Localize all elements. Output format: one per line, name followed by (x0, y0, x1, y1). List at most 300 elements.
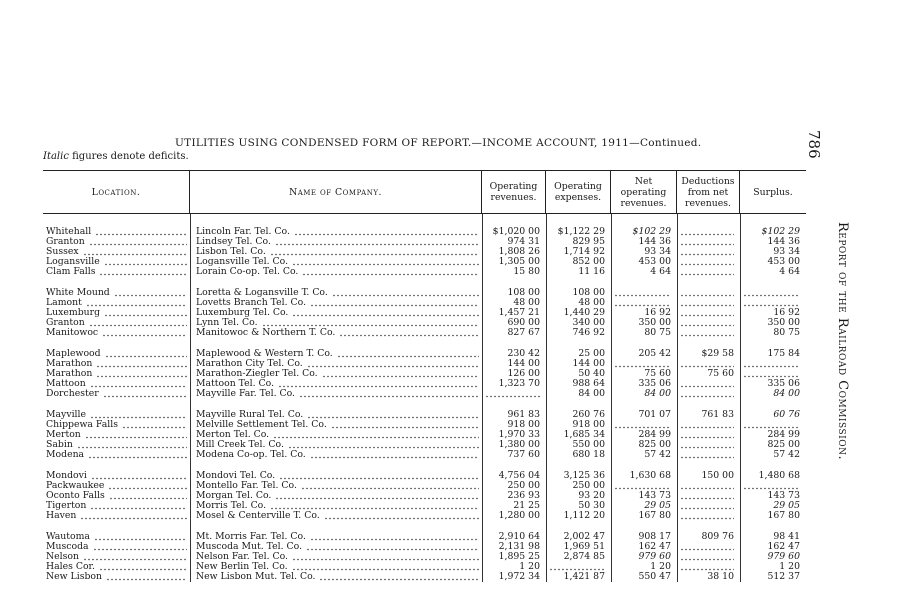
deductions-cell (677, 328, 740, 338)
location-cell (43, 237, 190, 247)
company-name-cell (190, 389, 482, 399)
location-cell (43, 349, 190, 359)
net-operating-revenues-cell: 167 80 (638, 511, 671, 521)
company-name-cell (190, 532, 482, 542)
company-name-cell-text: Melville Settlement Tel. Co. (196, 420, 327, 430)
dot-leader (273, 430, 479, 440)
company-name-cell-text: Mayville Rural Tel. Co. (196, 410, 304, 420)
company-name-cell-text: Maplewood & Western T. Co. (196, 349, 333, 359)
table-row (43, 410, 806, 420)
company-name-cell (190, 318, 482, 328)
empty-leader (680, 450, 734, 460)
operating-revenues-cell: 230 42 (507, 349, 540, 359)
deficit-note (43, 151, 189, 162)
row-group (43, 471, 806, 521)
location-cell-text: Maplewood (46, 349, 101, 359)
operating-revenues-cell: 250 00 (507, 481, 540, 491)
location-cell-text: Marathon (46, 369, 93, 379)
company-name-cell-text: Lincoln Far. Tel. Co. (196, 227, 290, 237)
operating-expenses-cell: 852 00 (572, 257, 605, 267)
location-cell-text: Nelson (46, 552, 79, 562)
operating-expenses-cell: 1,440 29 (563, 308, 605, 318)
deductions-cell (677, 257, 740, 267)
company-name-cell (190, 369, 482, 379)
operating-expenses-cell: 550 00 (572, 440, 605, 450)
location-cell (43, 481, 190, 491)
empty-leader (680, 247, 734, 257)
company-name-cell-text: Muscoda Mut. Tel. Co. (196, 542, 303, 552)
location-cell (43, 379, 190, 389)
location-cell-text: Modena (46, 450, 85, 460)
operating-revenues-cell: 1,280 00 (498, 511, 540, 521)
dot-leader (94, 532, 187, 542)
company-name-cell (190, 349, 482, 359)
company-name-cell (190, 450, 482, 460)
dot-leader (306, 542, 479, 552)
dot-leader (319, 572, 479, 582)
dot-leader (299, 389, 479, 399)
location-cell-text: Whitehall (46, 227, 92, 237)
location-cell-text: Lamont (46, 298, 82, 308)
row-group (43, 349, 806, 399)
deductions-cell (677, 562, 740, 572)
company-name-cell-text: Morris Tel. Co. (196, 501, 267, 511)
operating-expenses-cell: $1,122 29 (557, 227, 605, 237)
operating-expenses-cell (546, 562, 611, 572)
operating-expenses-cell: 1,714 92 (563, 247, 605, 257)
operating-expenses-cell: 918 00 (572, 420, 605, 430)
table-row (43, 237, 806, 247)
company-name-cell-text: Lorain Co-op. Tel. Co. (196, 267, 299, 277)
operating-expenses-cell: 25 00 (578, 349, 605, 359)
company-name-cell-text: Mosel & Centerville T. Co. (196, 511, 320, 521)
location-cell (43, 491, 190, 501)
table-row (43, 572, 806, 582)
company-name-cell (190, 267, 482, 277)
company-name-cell (190, 247, 482, 257)
empty-leader (680, 379, 734, 389)
dot-leader (90, 501, 187, 511)
company-name-cell (190, 420, 482, 430)
empty-leader (743, 420, 800, 430)
location-cell (43, 572, 190, 582)
location-cell (43, 420, 190, 430)
net-operating-revenues-cell: 453 00 (638, 257, 671, 267)
location-cell (43, 369, 190, 379)
dot-leader (307, 410, 479, 420)
empty-leader (485, 389, 540, 399)
dot-leader (77, 440, 187, 450)
empty-leader (743, 359, 800, 369)
table-row (43, 267, 806, 277)
dot-leader (275, 237, 479, 247)
table-row (43, 328, 806, 338)
company-name-cell (190, 257, 482, 267)
dot-leader (292, 257, 479, 267)
dot-leader (302, 267, 479, 277)
location-cell-text: Merton (46, 430, 81, 440)
net-operating-revenues-cell (611, 359, 677, 369)
company-name-cell-text: New Berlin Tel. Co. (196, 562, 288, 572)
empty-leader (680, 542, 734, 552)
net-operating-revenues-cell: 93 34 (644, 247, 671, 257)
dot-leader (324, 511, 479, 521)
table-row (43, 471, 806, 481)
surplus-cell: 57 42 (773, 450, 800, 460)
deductions-cell (677, 552, 740, 562)
dot-leader (89, 318, 187, 328)
location-cell (43, 359, 190, 369)
company-name-cell-text: Modena Co-op. Tel. Co. (196, 450, 306, 460)
company-name-cell (190, 440, 482, 450)
operating-revenues-cell: 15 80 (513, 267, 540, 277)
deductions-cell (677, 247, 740, 257)
empty-leader (743, 481, 800, 491)
operating-expenses-cell: 340 00 (572, 318, 605, 328)
location-cell (43, 298, 190, 308)
page-number: 786 (805, 130, 823, 159)
table-row (43, 501, 806, 511)
company-name-cell (190, 227, 482, 237)
company-name-cell-text: Nelson Far. Tel. Co. (196, 552, 288, 562)
surplus-cell: 350 00 (767, 318, 800, 328)
operating-revenues-cell: 827 67 (507, 328, 540, 338)
deductions-cell (677, 318, 740, 328)
operating-revenues-cell: 1,323 70 (498, 379, 540, 389)
dot-leader (105, 349, 187, 359)
deductions-cell: 761 83 (701, 410, 734, 420)
table-row (43, 562, 806, 572)
empty-leader (549, 562, 605, 572)
company-name-cell (190, 237, 482, 247)
header-deductions: Deductions from net revenues. (677, 171, 740, 213)
location-cell-text: Haven (46, 511, 77, 521)
location-cell (43, 227, 190, 237)
empty-leader (680, 288, 734, 298)
location-cell (43, 430, 190, 440)
company-name-cell (190, 542, 482, 552)
dot-leader (294, 227, 479, 237)
empty-leader (680, 328, 734, 338)
surplus-cell: 1,480 68 (758, 471, 800, 481)
operating-expenses-cell: 1,421 87 (563, 572, 605, 582)
location-cell (43, 562, 190, 572)
surplus-cell: 453 00 (767, 257, 800, 267)
surplus-cell: 1 20 (779, 562, 800, 572)
operating-revenues-cell: $1,020 00 (492, 227, 540, 237)
location-cell (43, 501, 190, 511)
operating-revenues-cell: 48 00 (513, 298, 540, 308)
location-cell-text: Logansville (46, 257, 100, 267)
header-company-name: Name of Company. (190, 171, 482, 213)
dot-leader (307, 359, 479, 369)
table-row (43, 298, 806, 308)
dot-leader (103, 389, 187, 399)
location-cell (43, 328, 190, 338)
table-body (43, 214, 806, 582)
empty-leader (680, 420, 734, 430)
surplus-cell: 29 05 (773, 501, 800, 511)
table-header (43, 170, 806, 214)
operating-expenses-cell: 108 00 (572, 288, 605, 298)
operating-expenses-cell: 680 18 (572, 450, 605, 460)
deductions-cell (677, 298, 740, 308)
surplus-cell (740, 288, 806, 298)
dot-leader (332, 288, 479, 298)
table-row (43, 359, 806, 369)
dot-leader (99, 267, 187, 277)
company-name-cell (190, 430, 482, 440)
operating-revenues-cell (482, 389, 546, 399)
location-cell-text: Mattoon (46, 379, 86, 389)
location-cell-text: Tigerton (46, 501, 87, 511)
location-cell (43, 440, 190, 450)
dot-leader (90, 379, 187, 389)
dot-leader (108, 481, 187, 491)
company-name-cell (190, 491, 482, 501)
location-cell-text: Clam Falls (46, 267, 96, 277)
empty-leader (680, 308, 734, 318)
company-name-cell-text: New Lisbon Mut. Tel. Co. (196, 572, 316, 582)
surplus-cell: 16 92 (773, 308, 800, 318)
net-operating-revenues-cell: 825 00 (638, 440, 671, 450)
dot-leader (96, 369, 187, 379)
table-row (43, 379, 806, 389)
location-cell-text: Muscoda (46, 542, 89, 552)
header-net-operating-revenues: Net operating revenues. (611, 171, 677, 213)
deductions-cell: 75 60 (707, 369, 734, 379)
empty-leader (614, 359, 671, 369)
table-row (43, 491, 806, 501)
company-name-cell (190, 501, 482, 511)
deductions-cell (677, 450, 740, 460)
dot-leader (83, 247, 187, 257)
location-cell (43, 308, 190, 318)
table-row (43, 369, 806, 379)
deductions-cell: 809 76 (701, 532, 734, 542)
company-name-cell (190, 572, 482, 582)
operating-revenues-cell: 1,457 21 (498, 308, 540, 318)
surplus-cell: 284 99 (767, 430, 800, 440)
dot-leader (122, 420, 187, 430)
dot-leader (109, 491, 187, 501)
net-operating-revenues-cell: $102 29 (632, 227, 671, 237)
operating-expenses-cell: 50 40 (578, 369, 605, 379)
company-name-cell-text: Lovetts Branch Tel. Co. (196, 298, 307, 308)
empty-leader (680, 491, 734, 501)
location-cell-text: Manitowoc (46, 328, 99, 338)
empty-leader (680, 389, 734, 399)
operating-revenues-cell: 21 25 (513, 501, 540, 511)
empty-leader (680, 359, 734, 369)
location-cell (43, 288, 190, 298)
operating-expenses-cell: 3,125 36 (563, 471, 605, 481)
company-name-cell-text: Mondovi Tel. Co. (196, 471, 276, 481)
operating-expenses-cell: 829 95 (572, 237, 605, 247)
company-name-cell (190, 359, 482, 369)
operating-revenues-cell: 961 83 (507, 410, 540, 420)
empty-leader (743, 288, 800, 298)
deductions-cell (677, 542, 740, 552)
location-cell-text: Hales Cor. (46, 562, 95, 572)
net-operating-revenues-cell: 84 00 (644, 389, 671, 399)
dot-leader (104, 308, 187, 318)
company-name-cell (190, 298, 482, 308)
company-name-cell-text: Logansville Tel. Co. (196, 257, 289, 267)
operating-expenses-cell: 84 00 (578, 389, 605, 399)
net-operating-revenues-cell: 80 75 (644, 328, 671, 338)
dot-leader (331, 420, 479, 430)
note-text: figures denote deficits. (68, 151, 189, 162)
company-name-cell-text: Marathon-Ziegler Tel. Co. (196, 369, 318, 379)
net-operating-revenues-cell: 75 60 (644, 369, 671, 379)
surplus-cell: 144 36 (767, 237, 800, 247)
deductions-cell (677, 430, 740, 440)
net-operating-revenues-cell: 144 36 (638, 237, 671, 247)
company-name-cell (190, 552, 482, 562)
table-row (43, 542, 806, 552)
net-operating-revenues-cell (611, 420, 677, 430)
table-title: UTILITIES USING CONDENSED FORM OF REPORT.—INCOME ACCOUNT, 1911—Continued. (175, 137, 702, 149)
location-cell-text: Packwaukee (46, 481, 105, 491)
net-operating-revenues-cell: 29 05 (644, 501, 671, 511)
net-operating-revenues-cell: 979 60 (638, 552, 671, 562)
operating-expenses-cell: 260 76 (572, 410, 605, 420)
company-name-cell-text: Mill Creek Tel. Co. (196, 440, 284, 450)
net-operating-revenues-cell (611, 481, 677, 491)
table-row (43, 389, 806, 399)
operating-revenues-cell: 4,756 04 (498, 471, 540, 481)
deductions-cell: $29 58 (701, 349, 734, 359)
dot-leader (288, 440, 479, 450)
table-row (43, 450, 806, 460)
table-row (43, 420, 806, 430)
surplus-cell: 93 34 (773, 247, 800, 257)
operating-expenses-cell: 1,969 51 (563, 542, 605, 552)
dot-leader (292, 552, 479, 562)
table-row (43, 430, 806, 440)
table-row (43, 318, 806, 328)
row-group (43, 532, 806, 582)
header-location: Location. (43, 171, 190, 213)
header-operating-expenses: Operating expenses. (546, 171, 611, 213)
net-operating-revenues-cell: 908 17 (638, 532, 671, 542)
table-row (43, 288, 806, 298)
table-row (43, 511, 806, 521)
dot-leader (292, 562, 479, 572)
dot-leader (91, 471, 187, 481)
location-cell-text: Marathon (46, 359, 93, 369)
surplus-cell: 60 76 (773, 410, 800, 420)
net-operating-revenues-cell: 16 92 (644, 308, 671, 318)
table-row (43, 349, 806, 359)
table-row (43, 227, 806, 237)
location-cell-text: Chippewa Falls (46, 420, 119, 430)
deductions-cell (677, 501, 740, 511)
location-cell (43, 532, 190, 542)
operating-revenues-cell: 974 31 (507, 237, 540, 247)
location-cell-text: Luxemburg (46, 308, 101, 318)
dot-leader (270, 247, 479, 257)
company-name-cell-text: Lisbon Tel. Co. (196, 247, 266, 257)
table-row (43, 257, 806, 267)
surplus-cell: 175 84 (767, 349, 800, 359)
net-operating-revenues-cell: 143 73 (638, 491, 671, 501)
net-operating-revenues-cell: 162 47 (638, 542, 671, 552)
dot-leader (102, 328, 187, 338)
company-name-cell (190, 471, 482, 481)
dot-leader (275, 491, 479, 501)
deductions-cell (677, 440, 740, 450)
dot-leader (89, 237, 187, 247)
company-name-cell-text: Merton Tel. Co. (196, 430, 270, 440)
dot-leader (85, 430, 187, 440)
table-row (43, 308, 806, 318)
location-cell-text: White Mound (46, 288, 110, 298)
note-italic-word: Italic (43, 151, 69, 162)
empty-leader (680, 430, 734, 440)
surplus-cell: 80 75 (773, 328, 800, 338)
company-name-cell (190, 410, 482, 420)
income-account-table (43, 170, 806, 593)
net-operating-revenues-cell: 350 00 (638, 318, 671, 328)
company-name-cell (190, 511, 482, 521)
table-row (43, 552, 806, 562)
deductions-cell (677, 481, 740, 491)
company-name-cell-text: Mattoon Tel. Co. (196, 379, 275, 389)
surplus-cell (740, 359, 806, 369)
operating-expenses-cell: 144 00 (572, 359, 605, 369)
dot-leader (292, 308, 479, 318)
company-name-cell-text: Marathon City Tel. Co. (196, 359, 303, 369)
table-row (43, 532, 806, 542)
empty-leader (743, 369, 800, 379)
company-name-cell-text: Loretta & Logansville T. Co. (196, 288, 328, 298)
row-group (43, 227, 806, 277)
company-name-cell (190, 328, 482, 338)
company-name-cell-text: Lynn Tel. Co. (196, 318, 258, 328)
operating-expenses-cell: 11 16 (578, 267, 605, 277)
empty-leader (614, 298, 671, 308)
dot-leader (310, 532, 479, 542)
company-name-cell-text: Lindsey Tel. Co. (196, 237, 271, 247)
operating-revenues-cell: 1,380 00 (498, 440, 540, 450)
net-operating-revenues-cell: 550 47 (638, 572, 671, 582)
dot-leader (114, 288, 187, 298)
surplus-cell: $102 29 (761, 227, 800, 237)
operating-revenues-cell: 1 20 (519, 562, 540, 572)
net-operating-revenues-cell: 1 20 (650, 562, 671, 572)
dot-leader (96, 359, 187, 369)
operating-revenues-cell: 690 00 (507, 318, 540, 328)
deductions-cell (677, 267, 740, 277)
empty-leader (680, 562, 734, 572)
operating-revenues-cell: 108 00 (507, 288, 540, 298)
empty-leader (680, 237, 734, 247)
dot-leader (279, 471, 479, 481)
net-operating-revenues-cell: 205 42 (638, 349, 671, 359)
operating-expenses-cell: 250 00 (572, 481, 605, 491)
surplus-cell (740, 369, 806, 379)
deductions-cell (677, 359, 740, 369)
operating-revenues-cell: 1,970 33 (498, 430, 540, 440)
dot-leader (337, 349, 479, 359)
dot-leader (104, 257, 187, 267)
location-cell-text: Granton (46, 318, 85, 328)
dot-leader (301, 481, 479, 491)
location-cell-text: Sussex (46, 247, 79, 257)
company-name-cell-text: Luxemburg Tel. Co. (196, 308, 289, 318)
